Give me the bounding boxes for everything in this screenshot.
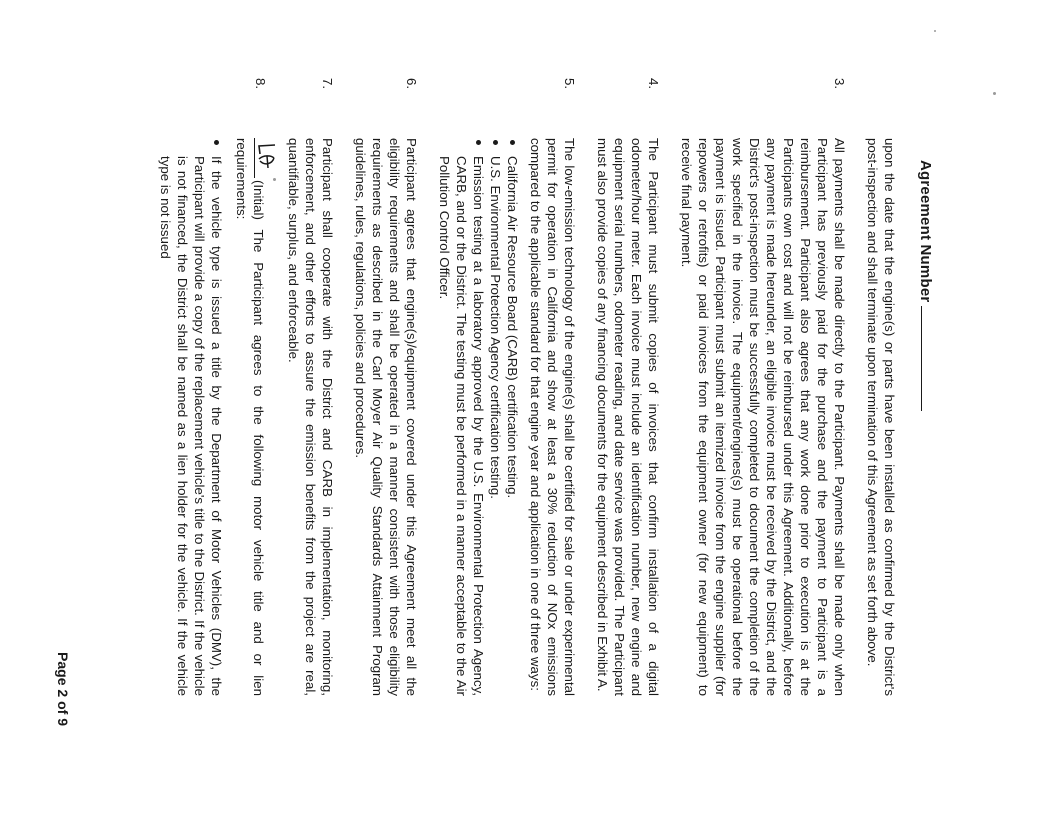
- title-lien-bullet-list: [157, 138, 225, 696]
- scan-speck: [993, 92, 996, 95]
- section-item-6: [352, 78, 420, 696]
- item-text: All payments shall be made directly to the Participant. Payments shall be made only when Participant has previously paid for the purchase and the payment to Participant is a reimbursement. Participant also agrees that any work done prior to execution is at the Participants own cost and will not be reimbursed under this Agreement. Additionally, before any payment is made hereunder, an eligible invoice must be received by the District, and the District's post-inspection must be successfully completed to document the completion of the work specified in the invoice. The equipment/engines(s) must be operational before the payment is issued. Participant must submit an itemized invoice from the engine supplier (for repowers or retrofits) or paid invoices from the equipment owner (for new equipment) to receive final payment.: [679, 138, 847, 696]
- item-text: The low-emission technology of the engine(s) shall be certified for sale or under experimental permit for operation in California and show at least a 30% reduction of NOx emissions compared to the applicable standard for that engine year and application in one of three ways:: [528, 138, 577, 696]
- section-item-4: [594, 78, 662, 696]
- list-item: California Air Resource Board (CARB) certification testing.: [504, 138, 521, 696]
- section-item-8: [157, 78, 269, 696]
- section-item-3: [678, 78, 848, 696]
- section-item-7: [285, 78, 336, 696]
- item-number: 4.: [646, 78, 661, 90]
- continuation-paragraph: upon the date that the engine(s) or parts have been installed as confirmed by the District's post-inspection and shall terminate upon termination of this Agreement as set forth above.: [865, 138, 897, 696]
- page-number: Page 2 of 9: [55, 652, 71, 726]
- list-item: U.S. Environmental Protection Agency certification testing.: [487, 138, 504, 696]
- item-text: The Participant must submit copies of invoices that confirm installation of a digital odometer/hour meter. Each invoice must include an identification number, new engine and equipment serial numbers, odometer reading, and date service was provided. The Participant must also provide copies of any financing documents for the equipment described in Exhibit A.: [595, 138, 661, 696]
- agreement-number-header: [917, 160, 936, 720]
- item-number: 3.: [832, 78, 847, 90]
- document-body: [141, 78, 898, 696]
- item-text: (Initial) The Participant agrees to the following motor vehicle title and or lien requirements:: [234, 138, 266, 696]
- scan-speck: [934, 30, 936, 32]
- section-item-5: [436, 78, 578, 696]
- item-number: 7.: [320, 78, 335, 90]
- list-item: Emission testing at a laboratory approved by the U.S. Environmental Protection Agency, CARB, and or the District. The testing must be performed in a manner acceptable to the Air Pollution Control Officer.: [436, 138, 487, 696]
- list-item: If the vehicle type is issued a title by the Department of Motor Vehicles (DMV), the Participant will provide a copy of the replacement vehicle's title to the District. If the vehicle is not financed, the District shall be named as a lien holder for the vehicle. If the vehicle type is not issued: [157, 138, 225, 696]
- certification-bullet-list: [436, 138, 521, 696]
- item-number: 5.: [562, 78, 577, 90]
- agreement-number-blank[interactable]: [921, 306, 936, 411]
- item-number: 6.: [404, 78, 419, 90]
- item-text: Participant agrees that engine(s)/equipment covered under this Agreement meet all the eligibility requirements and shall be operated in a manner consistent with those eligibility requirements as described in the Carl Moyer Air Quality Standards Attainment Program guidelines, rules, regulations, policies and procedures.: [353, 138, 419, 696]
- scan-speck: [273, 178, 276, 181]
- agreement-number-label: Agreement Number: [917, 160, 934, 303]
- item-text: Participant shall cooperate with the District and CARB in implementation, monitoring, enforcement, and other efforts to assure the emission benefits from the project are real, quantifiable, surplus, and enforceable.: [286, 138, 335, 696]
- initials-field[interactable]: [254, 138, 269, 178]
- item-number: 8.: [253, 78, 268, 90]
- handwritten-initials-icon: [255, 142, 277, 174]
